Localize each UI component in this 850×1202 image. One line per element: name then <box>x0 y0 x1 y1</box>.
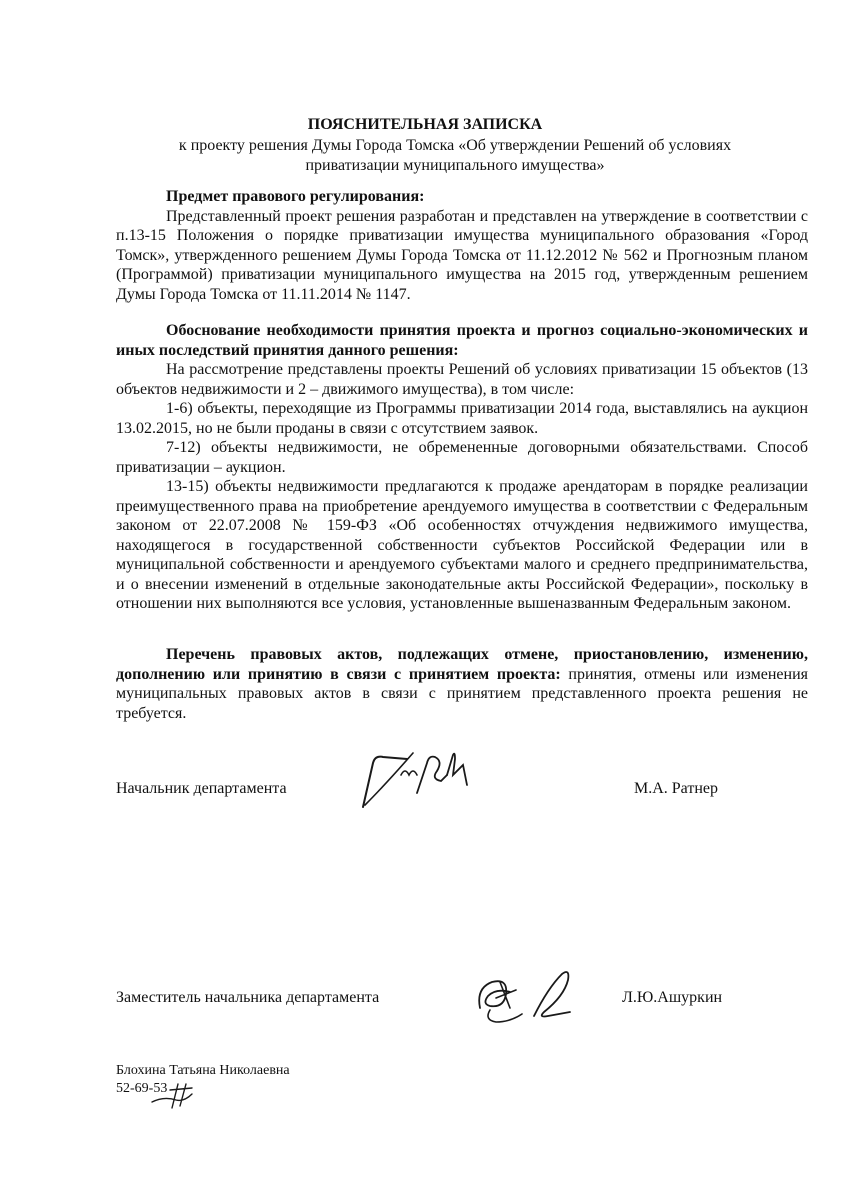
head-signature-image <box>355 745 485 815</box>
section2-paragraph-1: На рассмотрение представлены проекты Решений об условиях приватизации 15 объектов (13 объектов недвижимости и 2 – движимого имущества), в том числе: <box>116 361 808 398</box>
head-name: М.А. Ратнер <box>634 780 719 797</box>
section3-text: принятия, отмены или изменения муниципальных правовых актов в связи с принятием представленного проекта решения не требуется. <box>116 665 808 722</box>
deputy-signature-image <box>470 968 580 1030</box>
deputy-name: Л.Ю.Ашуркин <box>622 989 723 1006</box>
section2-paragraph-3: 7-12) объекты недвижимости, не обремененные договорными обязательствами. Способ приватизации – аукцион. <box>116 439 808 476</box>
section2-paragraph-4: 13-15) объекты недвижимости предлагаются к продаже арендаторам в порядке реализации преимущественного права на приобретение арендуемого имущества в соответствии с Федеральным законом от 22.07.2008 № 159-ФЗ «Об особенностях отчуждения недвижимого имущества, находящегося в государственной собственности субъектов Российской Федерации или в муниципальной собственности и арендуемого субъектами малого и среднего предпринимательства, и о внесении изменений в отдельные законодательные акты Российской Федерации», поскольку в отношении них выполняются все условия, установленные вышеназванным Федеральным законом. <box>116 478 808 612</box>
contact-initials-mark <box>148 1080 198 1112</box>
section-legal-acts <box>116 645 808 723</box>
section3-heading: Перечень правовых актов, подлежащих отмене, приостановлению, изменению, дополнению или принятию в связи с принятием проекта: <box>116 646 808 683</box>
deputy-position: Заместитель начальника департамента <box>116 989 380 1006</box>
section1-heading: Предмет правового регулирования: <box>166 188 425 205</box>
document-subtitle-line1: к проекту решения Думы Города Томска «Об утверждении Решений об условиях <box>178 137 732 154</box>
section1-paragraph: Представленный проект решения разработан и представлен на утверждение в соответствии с п.13-15 Положения о порядке приватизации имущества муниципального образования «Город Томск», утвержденного решением Думы Города Томска от 11.12.2012 № 562 и Прогнозным планом (Программой) приватизации муниципального имущества на 2015 год, утвержденным решением Думы Города Томска от 11.11.2014 № 1147. <box>116 207 808 303</box>
head-position: Начальник департамента <box>116 780 287 797</box>
section-justification <box>116 321 808 614</box>
document-title: ПОЯСНИТЕЛЬНАЯ ЗАПИСКА <box>307 116 543 133</box>
section2-heading: Обоснование необходимости принятия проекта и прогноз социально-экономических и иных последствий принятия данного решения: <box>116 322 808 359</box>
document-subtitle-line2: приватизации муниципального имущества» <box>305 157 605 174</box>
contact-name: Блохина Татьяна Николаевна <box>116 1063 290 1078</box>
section3-paragraph <box>116 645 808 723</box>
section2-paragraph-2: 1-6) объекты, переходящие из Программы приватизации 2014 года, выставлялись на аукцион 13.02.2015, но не были проданы в связи с отсутствием заявок. <box>116 400 808 437</box>
contact-phone: 52-69-53 <box>116 1081 168 1096</box>
section-regulation-subject <box>116 187 808 304</box>
